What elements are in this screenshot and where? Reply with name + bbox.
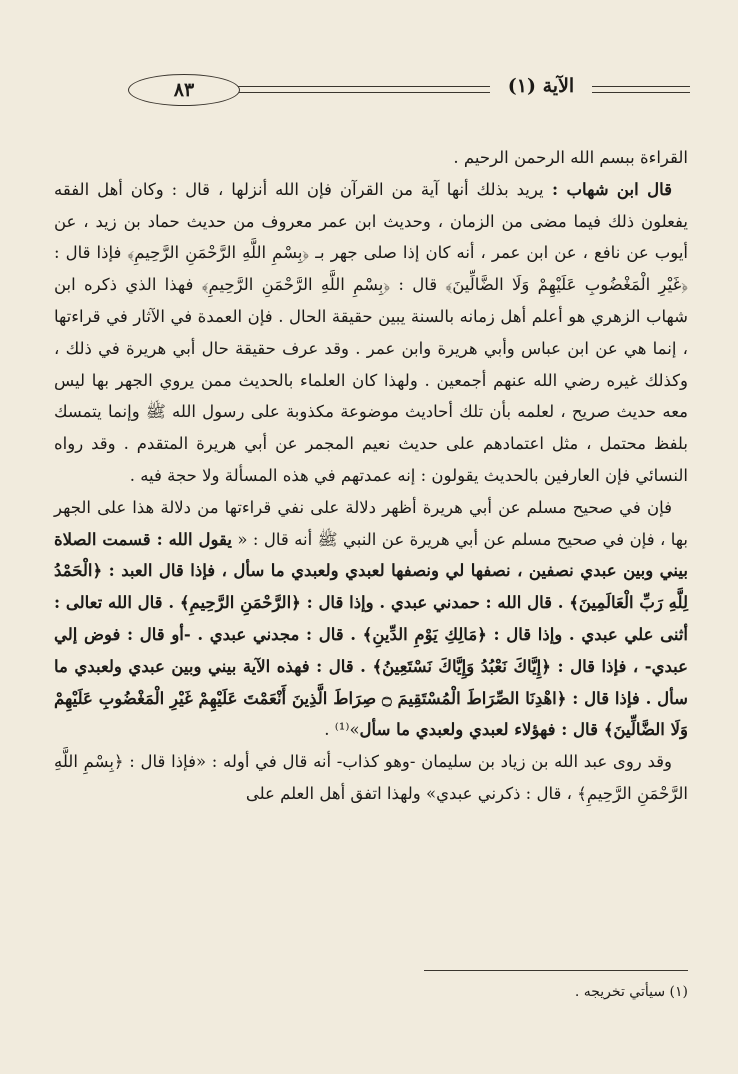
paragraph: [54, 746, 688, 810]
page-number: ٨٣: [128, 74, 240, 106]
bold-text-run: قال ابن شهاب :: [543, 179, 672, 199]
paragraph: [54, 174, 688, 492]
body-text: [54, 142, 688, 810]
text-run: »⁽¹⁾ .: [324, 720, 360, 740]
footnote-divider: [424, 970, 688, 971]
text-run: يريد بذلك أنها آية من القرآن فإن الله أنزلها ، قال : وكان أهل الفقه يفعلون ذلك فيما مضى من الزمان ، وحديث ابن عمر معروف من حديث حماد بن زيد ، عن أيوب عن نافع ، عن ابن عمر ، أنه كان إذا صلى جهر بـ ﴿بِسْمِ اللَّهِ الرَّحْمَنِ الرَّحِيمِ﴾ فإذا قال : ﴿غَيْرِ الْمَغْضُوبِ عَلَيْهِمْ وَلَا الضَّالِّينَ﴾ قال : ﴿بِسْمِ اللَّهِ الرَّحْمَنِ الرَّحِيمِ﴾ فهذا الذي ذكره ابن شهاب الزهري هو أعلم أهل زمانه بالسنة يبين حقيقة الحال . فإن العمدة في الآثار في قراءتها ، إنما هي عن ابن عباس وأبي هريرة وابن عمر . وقد عرف حقيقة حال أبي هريرة في ذلك ، وكذلك غيره رضي الله عنهم أجمعين . ولهذا كان العلماء بالحديث ممن يروي الجهر بها ليس معه حديث صريح ، لعلمه بأن تلك أحاديث موضوعة مكذوبة على رسول الله ﷺ وإنما يتمسك بلفظ محتمل ، مثل اعتمادهم على حديث نعيم المجمر عن أبي هريرة المتقدم . وقد رواه النسائي فإن العارفين بالحديث يقولون : إنه عمدتهم في هذه المسألة ولا حجة فيه .: [54, 179, 688, 485]
running-title: الآية (١): [507, 75, 575, 97]
paragraph: [54, 142, 688, 174]
footnote: (١) سيأتي تخريجه .: [574, 984, 688, 1000]
text-run: فإن في صحيح مسلم عن أبي هريرة أظهر دلالة على نفي قراءتها من دلالة هذا على الجهر بها ، فإن في صحيح مسلم عن أبي هريرة عن النبي ﷺ أنه قال : «: [54, 497, 689, 549]
header-rule-right: [592, 86, 690, 93]
bold-text-run: يقول الله : قسمت الصلاة بيني وبين عبدي نصفين ، نصفها لي ونصفها لعبدي ولعبدي ما سأل ، فإذا قال العبد : ﴿الْحَمْدُ لِلَّهِ رَبِّ الْعَالَمِينَ﴾ . قال الله : حمدني عبدي . وإذا قال : ﴿الرَّحْمَنِ الرَّحِيمِ﴾ . قال الله تعالى : أثنى علي عبدي . وإذا قال : ﴿مَالِكِ يَوْمِ الدِّينِ﴾ . قال : مجدني عبدي . -أو قال : فوض إلي عبدي- ، فإذا قال : ﴿إِيَّاكَ نَعْبُدُ وَإِيَّاكَ نَسْتَعِينُ﴾ . قال : فهذه الآية بيني وبين عبدي ولعبدي ما سأل . فإذا قال : ﴿اهْدِنَا الصِّرَاطَ الْمُسْتَقِيمَ ۝ صِرَاطَ الَّذِينَ أَنْعَمْتَ عَلَيْهِمْ غَيْرِ الْمَغْضُوبِ عَلَيْهِمْ وَلَا الضَّالِّينَ﴾ قال : فهؤلاء لعبدي ولعبدي ما سأل: [54, 529, 689, 740]
text-run: القراءة ببسم الله الرحمن الرحيم .: [453, 148, 688, 167]
text-run: وقد روى عبد الله بن زياد بن سليمان -وهو كذاب- أنه قال في أوله : «فإذا قال : ﴿بِسْمِ اللَّهِ الرَّحْمَنِ الرَّحِيمِ﴾ ، قال : ذكرني عبدي» ولهذا اتفق أهل العلم على: [54, 752, 688, 803]
page-header: [50, 72, 690, 106]
paragraph: [54, 492, 688, 746]
